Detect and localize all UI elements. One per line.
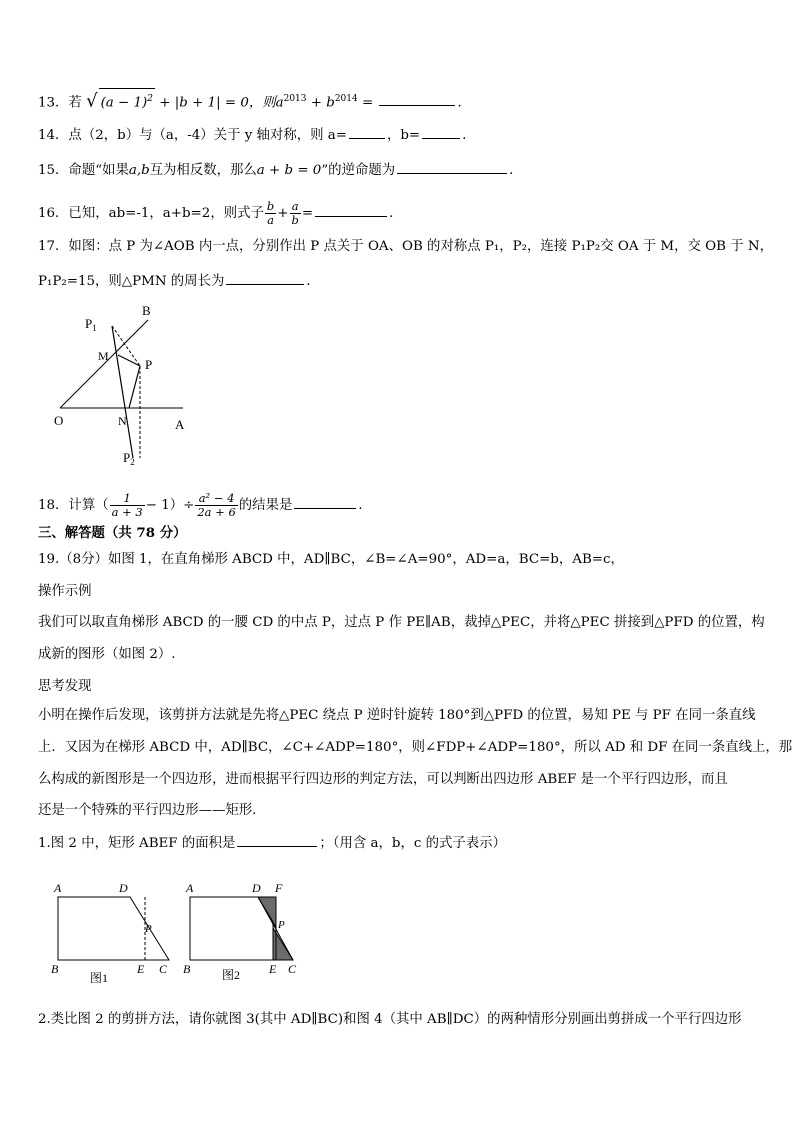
svg-text:D: D	[252, 881, 261, 895]
svg-text:C: C	[288, 962, 297, 976]
caption-fig2: 图2	[222, 968, 241, 982]
q19-task1: 1.图 2 中，矩形 ABEF 的面积是 ；（用含 a，b，c 的式子表示）	[38, 832, 762, 854]
q19-p2-line3: 么构成的新图形是一个四边形，进而根据平行四边形的判定方法，可以判断出四边形 ABEF 是一个平行四边形，而且	[38, 772, 728, 787]
question-17-line1: 17．如图：点 P 为∠AOB 内一点，分别作出 P 点关于 OA、OB 的对称点 P₁，P₂，连接 P₁P₂交 OA 于 M，交 OB 于 N，	[38, 239, 773, 254]
q17-figure	[40, 298, 210, 474]
q19-task2: 2.类比图 2 的剪拼方法，请你就图 3(其中 AD∥BC)和图 4（其中 AB∥DC）的两种情形分别画出剪拼成一个平行四边形	[38, 1012, 742, 1027]
q13-expr: + |b + 1| = 0，则	[155, 95, 276, 111]
fraction-a-over-b: $\frac{a}{b}$	[291, 199, 299, 227]
q19-p2-line4: 还是一个特殊的平行四边形——矩形．	[38, 803, 266, 818]
answer-blank[interactable]	[237, 832, 317, 847]
label-P2: $P_2$	[123, 450, 135, 467]
fraction-a2-4-over-2a6: $\frac{\text{a² − 4}}{2a + 6}$	[197, 491, 236, 519]
question-13: 13．若 √ $(a - 1)^2 + |b + 1| = 0$，则$a^{2013} + b^{2014}$ = ．	[38, 88, 762, 113]
question-16: 16．已知，ab=-1，a+b=2，则式子 $\frac{b}{a}$ + $\frac{a}{b}$ = .	[38, 199, 394, 227]
question-15: 15．命题“如果a,b互为相反数，那么a + b = 0”的逆命题为 ．	[38, 159, 762, 181]
fraction-b-over-a: $\frac{b}{a}$	[266, 199, 275, 227]
fraction-1-over-a3: $\frac{1}{a + 3}$	[111, 491, 143, 519]
q19-p1-line2: 成新的图形（如图 2）.	[38, 647, 176, 662]
svg-text:A: A	[186, 881, 194, 895]
q13-sqrt-content: $(a - 1)^2$	[99, 88, 155, 113]
sqrt-icon: √	[86, 90, 98, 112]
label-O: O	[54, 413, 64, 428]
figure-2	[183, 881, 297, 982]
q13-prefix: 13．若	[38, 95, 82, 111]
caption-fig1: 图1	[90, 971, 109, 985]
q19-heading-discovery: 思考发现	[38, 679, 92, 694]
section-3-title: 三、解答题（共 78 分）	[38, 525, 187, 541]
answer-blank[interactable]	[397, 159, 507, 174]
q19-heading-example: 操作示例	[38, 584, 92, 599]
svg-text:E: E	[137, 962, 145, 976]
label-B: B	[142, 303, 151, 318]
answer-blank-a[interactable]	[349, 124, 385, 139]
answer-blank-b[interactable]	[422, 124, 460, 139]
q14-text: 14．点（2，b）与（a，-4）关于 y 轴对称，则 a=	[38, 128, 347, 143]
figure-1	[51, 881, 169, 985]
answer-blank[interactable]	[294, 494, 356, 509]
question-14: 14．点（2，b）与（a，-4）关于 y 轴对称，则 a= ，b= .	[38, 124, 762, 146]
q19-line1: 19.（8分）如图 1，在直角梯形 ABCD 中，AD∥BC，∠B=∠A=90°，AD=a，BC=b，AB=c，	[38, 552, 624, 567]
svg-text:A: A	[54, 881, 62, 895]
label-P: P	[145, 357, 153, 372]
label-M: M	[98, 349, 109, 363]
answer-blank[interactable]	[226, 270, 304, 285]
svg-text:F: F	[275, 881, 283, 895]
svg-text:C: C	[159, 962, 168, 976]
answer-blank[interactable]	[315, 202, 387, 217]
svg-text:E: E	[269, 962, 277, 976]
q19-p2-line2: 上．又因为在梯形 ABCD 中，AD∥BC，∠C+∠ADP=180°，则∠FDP+∠ADP=180°，所以 AD 和 DF 在同一条直线上，那	[38, 740, 793, 755]
answer-blank[interactable]	[379, 91, 455, 106]
question-18: 18．计算（ $\frac{1}{a + 3}$ − 1）÷ $\frac{\text{a² − 4}}{2a + 6}$ 的结果是 ．	[38, 491, 372, 519]
svg-text:B: B	[51, 962, 59, 976]
label-A: A	[175, 417, 185, 432]
q19-p2-line1: 小明在操作后发现，该剪拼方法就是先将△PEC 绕点 P 逆时针旋转 180°到△PFD 的位置，易知 PE 与 PF 在同一条直线	[38, 708, 756, 723]
svg-text:D: D	[119, 881, 128, 895]
q19-figures	[44, 876, 324, 988]
q19-p1-line1: 我们可以取直角梯形 ABCD 的一腰 CD 的中点 P，过点 P 作 PE∥AB，裁掉△PEC，并将△PEC 拼接到△PFD 的位置，构	[38, 615, 765, 630]
question-17-line2: P₁P₂=15，则△PMN 的周长为 ．	[38, 270, 762, 292]
label-P1: $P_1$	[85, 316, 97, 333]
segment-PN	[129, 366, 140, 408]
svg-text:P: P	[145, 923, 152, 935]
svg-text:B: B	[183, 962, 191, 976]
label-N: N	[118, 414, 127, 428]
svg-text:P: P	[278, 919, 285, 931]
